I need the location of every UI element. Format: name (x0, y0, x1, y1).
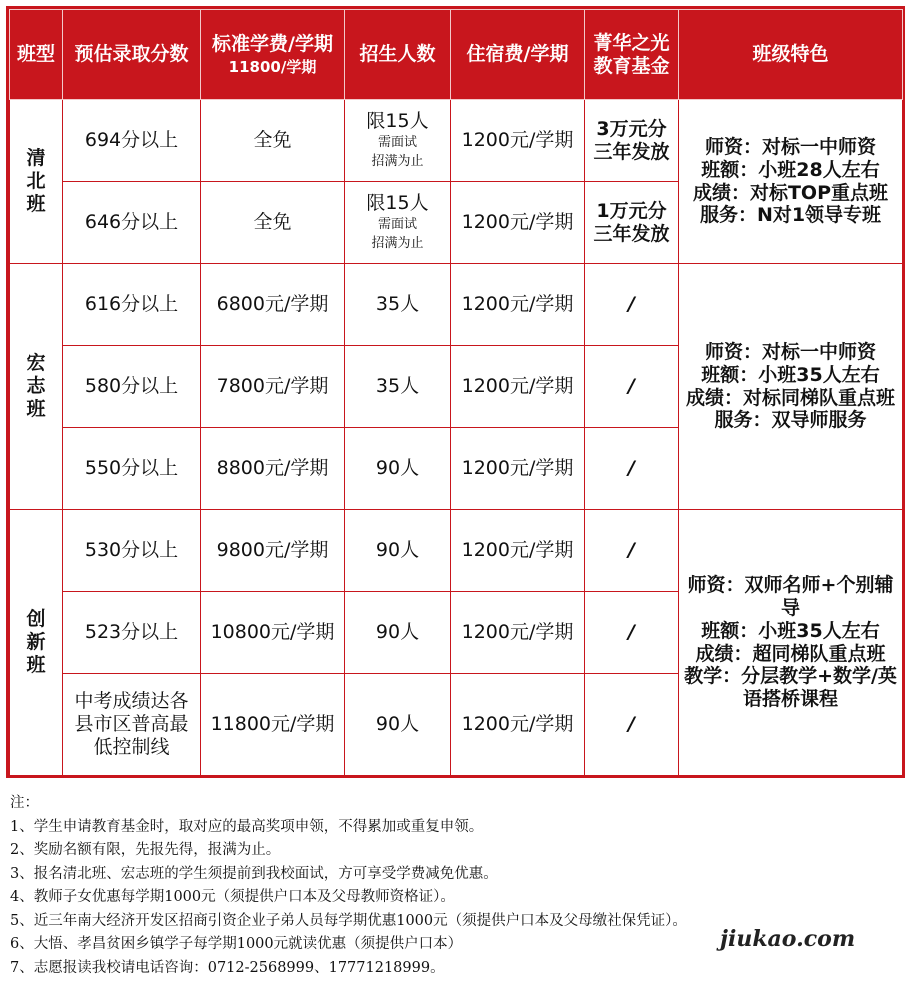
fund-cell: / (585, 674, 679, 776)
note-item: 2、奖励名额有限，先报先得，报满为止。 (10, 842, 281, 858)
tuition-cell: 7800元/学期 (201, 346, 345, 428)
class-name-char: 宏 (26, 352, 46, 375)
boarding-cell: 1200元/学期 (451, 428, 585, 510)
tuition-cell: 9800元/学期 (201, 510, 345, 592)
fund-line: 三年发放 (593, 222, 670, 245)
feature-line: 服务：双导师服务 (714, 409, 867, 432)
enrollment-cell: 35人 (345, 346, 451, 428)
enrollment-cell: 90人 (345, 510, 451, 592)
boarding-cell: 1200元/学期 (451, 592, 585, 674)
feature-line: 成绩：对标同梯队重点班 (685, 386, 895, 409)
class-name-hongzhi (10, 264, 63, 510)
feature-line: 师资：双师名师+个别辅导 (687, 574, 894, 619)
score-line: 低控制线 (93, 735, 170, 758)
note-item: 5、近三年南大经济开发区招商引资企业子弟人员每学期优惠1000元（须提供户口本及父母缴社保凭证）。 (10, 912, 687, 929)
tuition-cell: 8800元/学期 (201, 428, 345, 510)
features-qingbei (679, 100, 903, 264)
fund-line: 1万元分 (596, 199, 667, 222)
score-cell: 523分以上 (63, 592, 201, 674)
header-score: 预估录取分数 (63, 10, 201, 100)
quota-note: 招满为止 (371, 235, 424, 251)
score-cell (63, 674, 201, 776)
note-item: 7、志愿报读我校请电话咨询：0712-2568999、17771218999。 (10, 959, 445, 976)
header-class-type: 班型 (10, 10, 63, 100)
boarding-cell: 1200元/学期 (451, 346, 585, 428)
boarding-cell: 1200元/学期 (451, 674, 585, 776)
fee-table (9, 9, 903, 776)
fund-cell: / (585, 264, 679, 346)
watermark: jiukao.com (720, 926, 856, 952)
enrollment-cell: 90人 (345, 592, 451, 674)
fund-cell: / (585, 510, 679, 592)
feature-line: 班额：小班28人左右 (701, 158, 880, 181)
features-chuangxin (679, 510, 903, 776)
features-hongzhi (679, 264, 903, 510)
class-name-char: 班 (26, 653, 46, 676)
tuition-cell: 11800元/学期 (201, 674, 345, 776)
feature-line: 班额：小班35人左右 (701, 363, 880, 386)
header-enrollment: 招生人数 (345, 10, 451, 100)
note-item: 1、学生申请教育基金时，取对应的最高奖项申领，不得累加或重复申领。 (10, 818, 484, 835)
feature-line: 语搭桥课程 (742, 688, 838, 711)
notes-title: 注： (10, 795, 39, 811)
header-fund-line1: 菁华之光 (593, 31, 670, 54)
quota-note: 需面试 (377, 134, 417, 150)
tuition-cell: 全免 (201, 100, 345, 182)
fund-cell (585, 182, 679, 264)
quota-note: 招满为止 (371, 153, 424, 169)
quota-label: 限15人 (366, 110, 429, 133)
boarding-cell: 1200元/学期 (451, 510, 585, 592)
fund-line: 三年发放 (593, 140, 670, 163)
header-tuition-sub: 11800/学期 (228, 58, 317, 77)
feature-line: 教学：分层教学+数学/英 (684, 665, 897, 688)
score-cell: 646分以上 (63, 182, 201, 264)
class-name-char: 班 (26, 192, 46, 215)
fund-cell: / (585, 428, 679, 510)
table-row (10, 510, 903, 592)
boarding-cell: 1200元/学期 (451, 100, 585, 182)
note-item: 6、大悟、孝昌贫困乡镇学子每学期1000元就读优惠（须提供户口本） (10, 936, 463, 952)
tuition-cell: 全免 (201, 182, 345, 264)
table-header-row (10, 10, 903, 100)
score-cell: 530分以上 (63, 510, 201, 592)
enrollment-cell (345, 182, 451, 264)
score-cell: 580分以上 (63, 346, 201, 428)
score-cell: 694分以上 (63, 100, 201, 182)
header-fund-line2: 教育基金 (593, 54, 670, 77)
score-line: 中考成绩达各 (74, 690, 189, 713)
feature-line: 服务：N对1领导专班 (699, 204, 882, 227)
header-features: 班级特色 (679, 10, 903, 100)
class-name-char: 清 (26, 147, 46, 170)
fund-line: 3万元分 (596, 117, 667, 140)
enrollment-cell: 35人 (345, 264, 451, 346)
class-name-char: 创 (26, 608, 46, 631)
quota-note: 需面试 (377, 216, 417, 232)
enrollment-cell (345, 100, 451, 182)
table-row (10, 100, 903, 182)
feature-line: 班额：小班35人左右 (701, 619, 880, 642)
boarding-cell: 1200元/学期 (451, 182, 585, 264)
header-boarding: 住宿费/学期 (451, 10, 585, 100)
class-name-qingbei (10, 100, 63, 264)
class-name-char: 新 (26, 631, 46, 654)
class-name-char: 北 (26, 170, 46, 193)
fund-cell: / (585, 346, 679, 428)
header-tuition-label: 标准学费/学期 (212, 32, 333, 55)
header-fund (585, 10, 679, 100)
score-cell: 550分以上 (63, 428, 201, 510)
score-line: 县市区普高最 (74, 713, 189, 736)
class-name-char: 班 (26, 397, 46, 420)
class-name-char: 志 (26, 375, 46, 398)
feature-line: 成绩：对标TOP重点班 (692, 181, 889, 204)
enrollment-cell: 90人 (345, 428, 451, 510)
feature-line: 师资：对标一中师资 (704, 135, 876, 158)
note-item: 3、报名清北班、宏志班的学生须提前到我校面试，方可享受学费减免优惠。 (10, 865, 498, 882)
feature-line: 师资：对标一中师资 (704, 340, 876, 363)
tuition-cell: 10800元/学期 (201, 592, 345, 674)
feature-line: 成绩：超同梯队重点班 (695, 642, 886, 665)
boarding-cell: 1200元/学期 (451, 264, 585, 346)
score-cell: 616分以上 (63, 264, 201, 346)
fund-cell: / (585, 592, 679, 674)
note-item: 4、教师子女优惠每学期1000元（须提供户口本及父母教师资格证）。 (10, 889, 455, 905)
quota-label: 限15人 (366, 192, 429, 215)
enrollment-cell: 90人 (345, 674, 451, 776)
fund-cell (585, 100, 679, 182)
class-name-chuangxin (10, 510, 63, 776)
tuition-cell: 6800元/学期 (201, 264, 345, 346)
header-tuition (201, 10, 345, 100)
table-row (10, 264, 903, 346)
